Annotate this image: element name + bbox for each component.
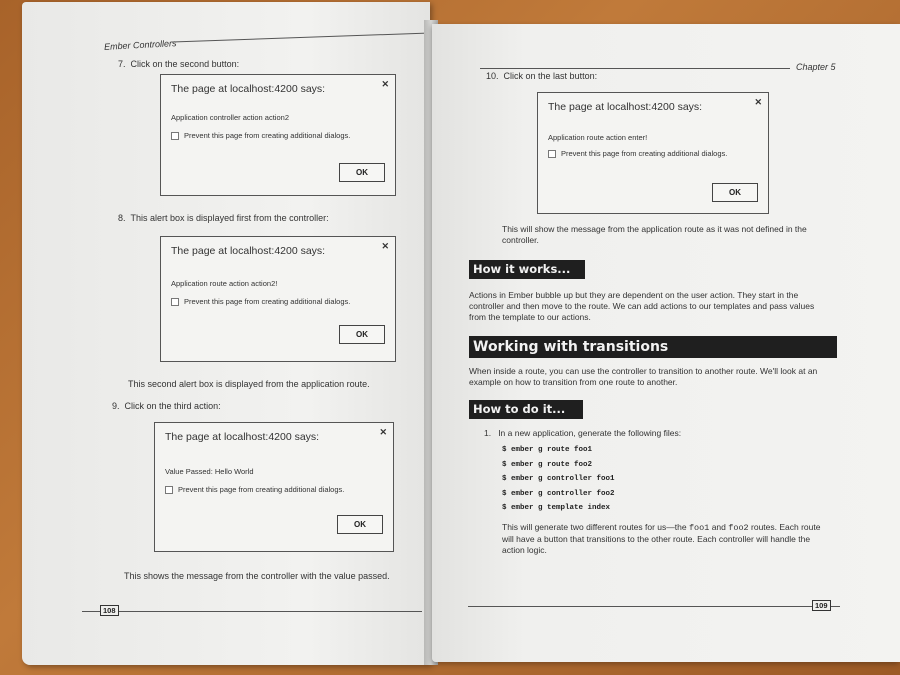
ok-button[interactable]: OK <box>712 183 758 202</box>
dialog-message: Application route action enter! <box>548 133 648 142</box>
step-number: 10. <box>486 71 499 81</box>
text-line: example on how to transition from one route to another. <box>469 377 678 387</box>
command-list <box>502 443 615 516</box>
text-line <box>502 522 820 534</box>
inline-code: foo2 <box>728 523 749 533</box>
text-line: This will show the message from the application route as it was not defined in the <box>502 224 807 234</box>
checkbox-label: Prevent this page from creating additional dialogs. <box>561 149 728 158</box>
close-icon[interactable]: ✕ <box>381 241 389 251</box>
close-icon[interactable]: ✕ <box>754 97 762 107</box>
prevent-dialogs-checkbox[interactable] <box>171 131 350 140</box>
heading-working-with-transitions: Working with transitions <box>469 336 837 358</box>
checkbox-label: Prevent this page from creating additional dialogs. <box>184 297 351 306</box>
step-number: 7. <box>118 59 126 69</box>
paragraph-after-dialog-2: This second alert box is displayed from the application route. <box>128 379 370 389</box>
alert-dialog-1 <box>160 74 396 196</box>
running-head-left: Ember Controllers <box>103 38 177 52</box>
prevent-dialogs-checkbox[interactable] <box>171 297 350 306</box>
dialog-title: The page at localhost:4200 says: <box>165 431 320 443</box>
text-line: controller and then move to the route. We can add actions to our templates and pass values <box>469 301 815 311</box>
right-page <box>432 24 900 662</box>
text-line: action logic. <box>502 545 547 555</box>
command-line: $ ember g controller foo1 <box>502 475 615 483</box>
text-line: from the template to our actions. <box>469 312 591 322</box>
running-head-right: Chapter 5 <box>796 62 836 72</box>
alert-dialog-3 <box>154 422 394 552</box>
close-icon[interactable]: ✕ <box>379 427 387 437</box>
command-line: $ ember g route foo2 <box>502 460 593 469</box>
dialog-message: Application route action action2! <box>171 279 278 288</box>
inline-code: foo1 <box>688 523 710 533</box>
heading-how-it-works: How it works... <box>469 260 585 279</box>
footer-rule-left <box>82 611 422 612</box>
close-icon[interactable]: ✕ <box>381 79 389 89</box>
dialog-message: Application controller action action2 <box>171 113 289 122</box>
footer-rule-right <box>468 606 840 607</box>
text-span: This will generate two different routes for us—the <box>502 522 689 532</box>
paragraph-after-dialog-4 <box>502 224 807 246</box>
command-line: $ ember g route foo1 <box>502 446 593 454</box>
text-line: When inside a route, you can use the controller to transition to another route. We'll look at an <box>469 366 818 376</box>
prevent-dialogs-checkbox[interactable] <box>165 485 344 494</box>
paragraph-routes <box>502 522 820 556</box>
header-rule-right <box>480 68 790 69</box>
step-number: 9. <box>112 401 120 411</box>
checkbox-box[interactable] <box>171 132 179 140</box>
step-8 <box>118 212 329 224</box>
paragraph-how-it-works <box>469 290 814 323</box>
step-number: 8. <box>118 213 126 223</box>
paragraph-after-dialog-3: This shows the message from the controller with the value passed. <box>124 571 390 581</box>
dialog-title: The page at localhost:4200 says: <box>548 101 703 113</box>
header-rule-left <box>172 32 430 42</box>
ok-button[interactable]: OK <box>339 163 385 182</box>
heading-how-to-do-it: How to do it... <box>469 400 583 419</box>
step-text: Click on the third action: <box>124 401 221 411</box>
ok-button[interactable]: OK <box>339 325 385 344</box>
checkbox-box[interactable] <box>171 298 179 306</box>
step-text: Click on the second button: <box>130 59 240 69</box>
alert-dialog-4 <box>537 92 769 214</box>
command-line: $ ember g template index <box>502 504 611 512</box>
step-7 <box>118 58 239 70</box>
page-number-left: 108 <box>100 605 119 616</box>
text-line: controller. <box>502 235 539 245</box>
step-number: 1. <box>484 428 492 438</box>
text-line: will have a button that transitions to the other route. Each controller will handle the <box>502 534 811 544</box>
page-number-right: 109 <box>812 600 831 611</box>
text-span: and <box>709 522 729 532</box>
step-9 <box>112 400 221 412</box>
left-page <box>22 2 430 665</box>
ok-button[interactable]: OK <box>337 515 383 534</box>
checkbox-box[interactable] <box>165 486 173 494</box>
checkbox-box[interactable] <box>548 150 556 158</box>
step-text: Click on the last button: <box>503 71 598 81</box>
checkbox-label: Prevent this page from creating additional dialogs. <box>184 131 351 140</box>
alert-dialog-2 <box>160 236 396 362</box>
step-1 <box>484 428 681 439</box>
checkbox-label: Prevent this page from creating additional dialogs. <box>178 485 345 494</box>
dialog-title: The page at localhost:4200 says: <box>171 83 326 95</box>
text-span: routes. Each route <box>748 522 821 532</box>
text-line: Actions in Ember bubble up but they are dependent on the user action. They start in the <box>469 290 799 300</box>
step-10 <box>486 70 597 82</box>
paragraph-transitions <box>469 366 817 388</box>
dialog-message: Value Passed: Hello World <box>165 467 254 476</box>
prevent-dialogs-checkbox[interactable] <box>548 149 727 158</box>
command-line: $ ember g controller foo2 <box>502 489 615 498</box>
step-text: In a new application, generate the following files: <box>498 428 682 438</box>
dialog-title: The page at localhost:4200 says: <box>171 245 326 257</box>
step-text: This alert box is displayed first from the controller: <box>130 213 329 223</box>
